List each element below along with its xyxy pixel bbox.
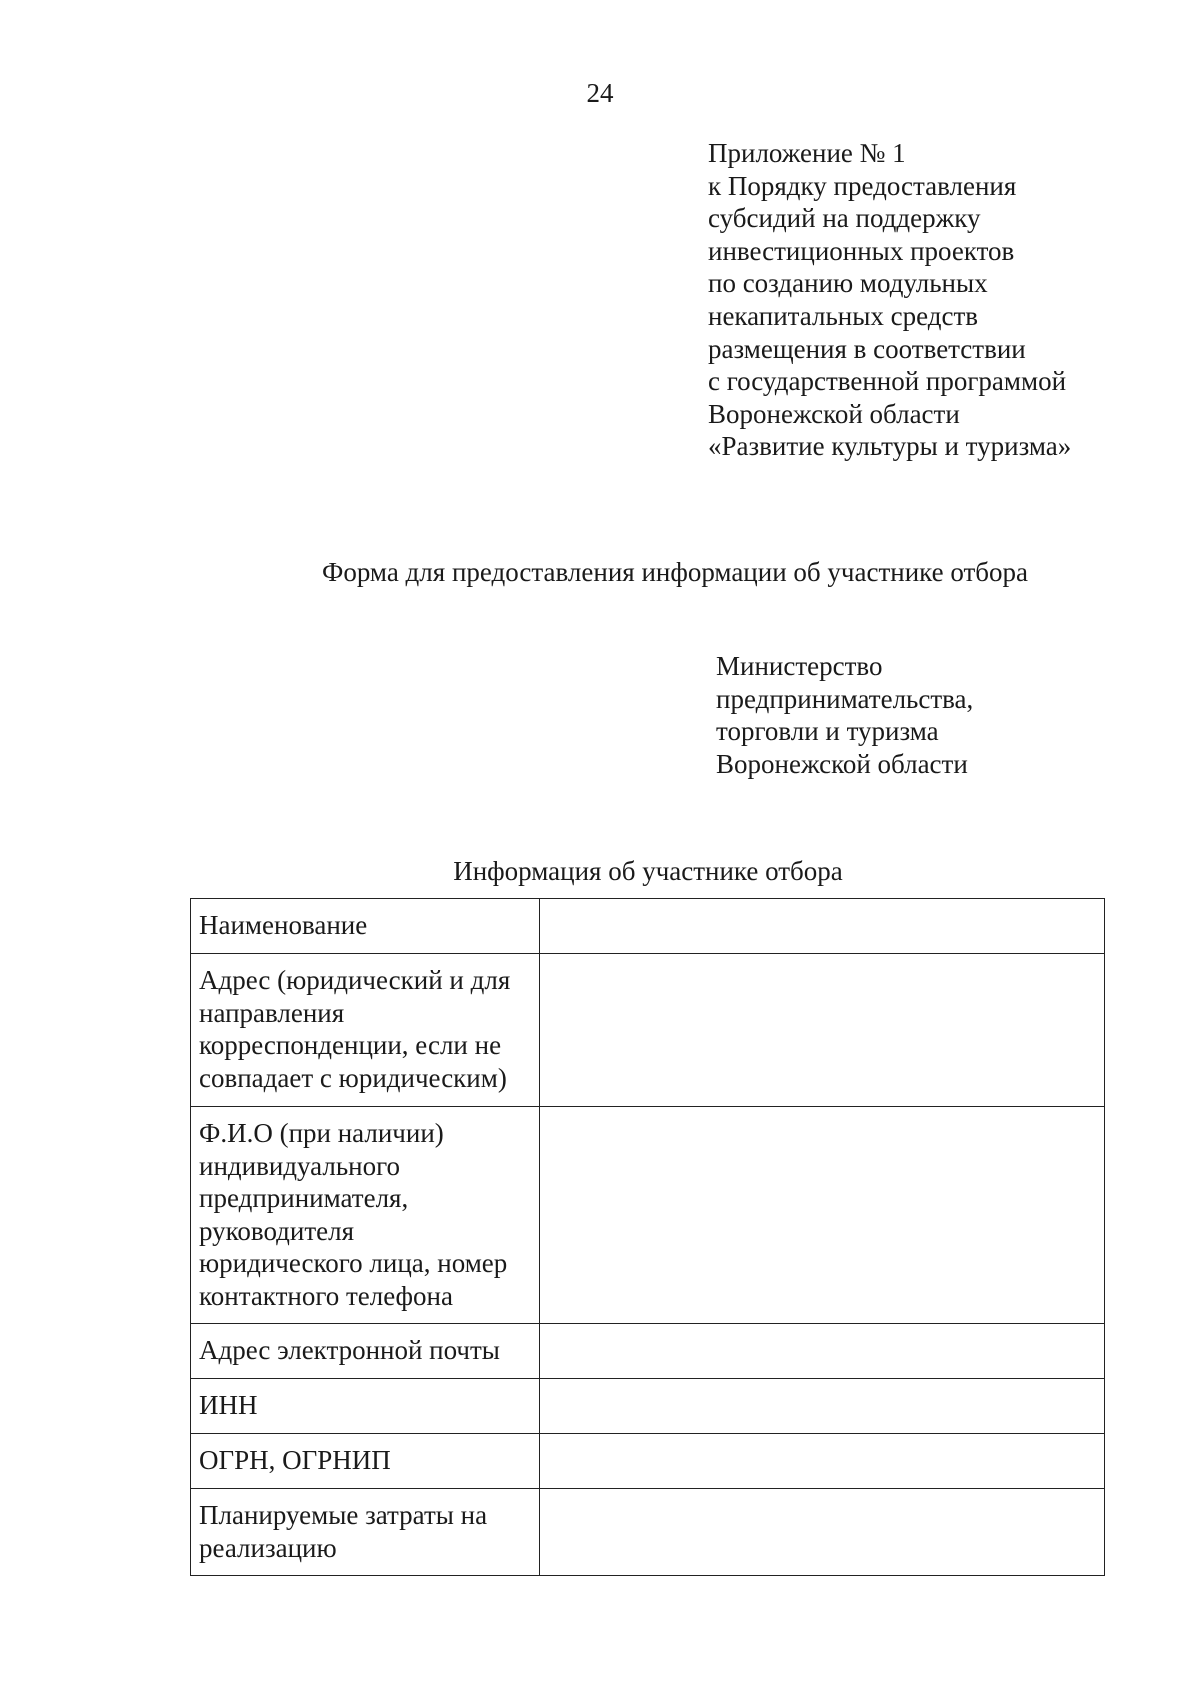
row-value-address[interactable] [540, 954, 1105, 1107]
row-label-contact-person [191, 1107, 540, 1324]
row-value-email[interactable] [540, 1324, 1105, 1379]
label-line: Адрес электронной почты [199, 1335, 500, 1365]
table-title: Информация об участнике отбора [453, 856, 843, 886]
row-value-contact-person[interactable] [540, 1107, 1105, 1324]
row-label-inn [191, 1379, 540, 1434]
table-row [191, 899, 1105, 954]
row-value-ogrn[interactable] [540, 1434, 1105, 1489]
annex-line: с государственной программой [708, 366, 1067, 397]
label-line: Наименование [199, 910, 368, 940]
label-line: ОГРН, ОГРНИП [199, 1445, 391, 1475]
row-label-address [191, 954, 540, 1107]
row-label-ogrn [191, 1434, 540, 1489]
row-label-name [191, 899, 540, 954]
row-label-email [191, 1324, 540, 1379]
annex-line: размещения в соответствии [708, 333, 1026, 364]
label-line: Адрес (юридический и для [199, 965, 511, 995]
label-line: индивидуального [199, 1150, 401, 1181]
addressee-line: предпринимательства, [716, 683, 974, 714]
table-row [191, 1107, 1105, 1324]
page-number: 24 [586, 78, 614, 108]
annex-line: по созданию модульных [708, 268, 988, 299]
label-line: реализацию [199, 1532, 337, 1563]
table-row [191, 954, 1105, 1107]
label-line: ИНН [199, 1390, 258, 1420]
row-value-name[interactable] [540, 899, 1105, 954]
annex-line: Воронежской области [708, 398, 960, 429]
label-line: Планируемые затраты на [199, 1500, 488, 1530]
label-line: совпадает с юридическим) [199, 1062, 507, 1093]
label-line: направления [199, 997, 345, 1028]
annex-block [708, 137, 1071, 463]
label-line: руководителя [199, 1215, 355, 1246]
addressee-line: Министерство [716, 651, 883, 681]
form-title: Форма для предоставления информации об участнике отбора [322, 557, 1028, 587]
addressee-line: Воронежской области [716, 748, 968, 779]
annex-line: инвестиционных проектов [708, 235, 1015, 266]
row-value-planned-costs[interactable] [540, 1489, 1105, 1576]
annex-line: к Порядку предоставления [708, 170, 1017, 201]
label-line: юридического лица, номер [199, 1248, 508, 1279]
table-row [191, 1489, 1105, 1576]
row-value-inn[interactable] [540, 1379, 1105, 1434]
label-line: контактного телефона [199, 1280, 453, 1311]
label-line: корреспонденции, если не [199, 1030, 502, 1061]
table-row [191, 1434, 1105, 1489]
annex-line: «Развитие культуры и туризма» [708, 431, 1072, 462]
annex-line: субсидий на поддержку [708, 203, 981, 234]
table-row [191, 1324, 1105, 1379]
label-line: предпринимателя, [199, 1183, 409, 1214]
row-label-planned-costs [191, 1489, 540, 1576]
annex-line: некапитальных средств [708, 300, 979, 331]
addressee-line: торговли и туризма [716, 716, 939, 747]
addressee-block [716, 650, 973, 780]
table-row [191, 1379, 1105, 1434]
annex-line: Приложение № 1 [708, 138, 906, 168]
label-line: Ф.И.О (при наличии) [199, 1118, 444, 1148]
participant-info-table [190, 898, 1105, 1576]
